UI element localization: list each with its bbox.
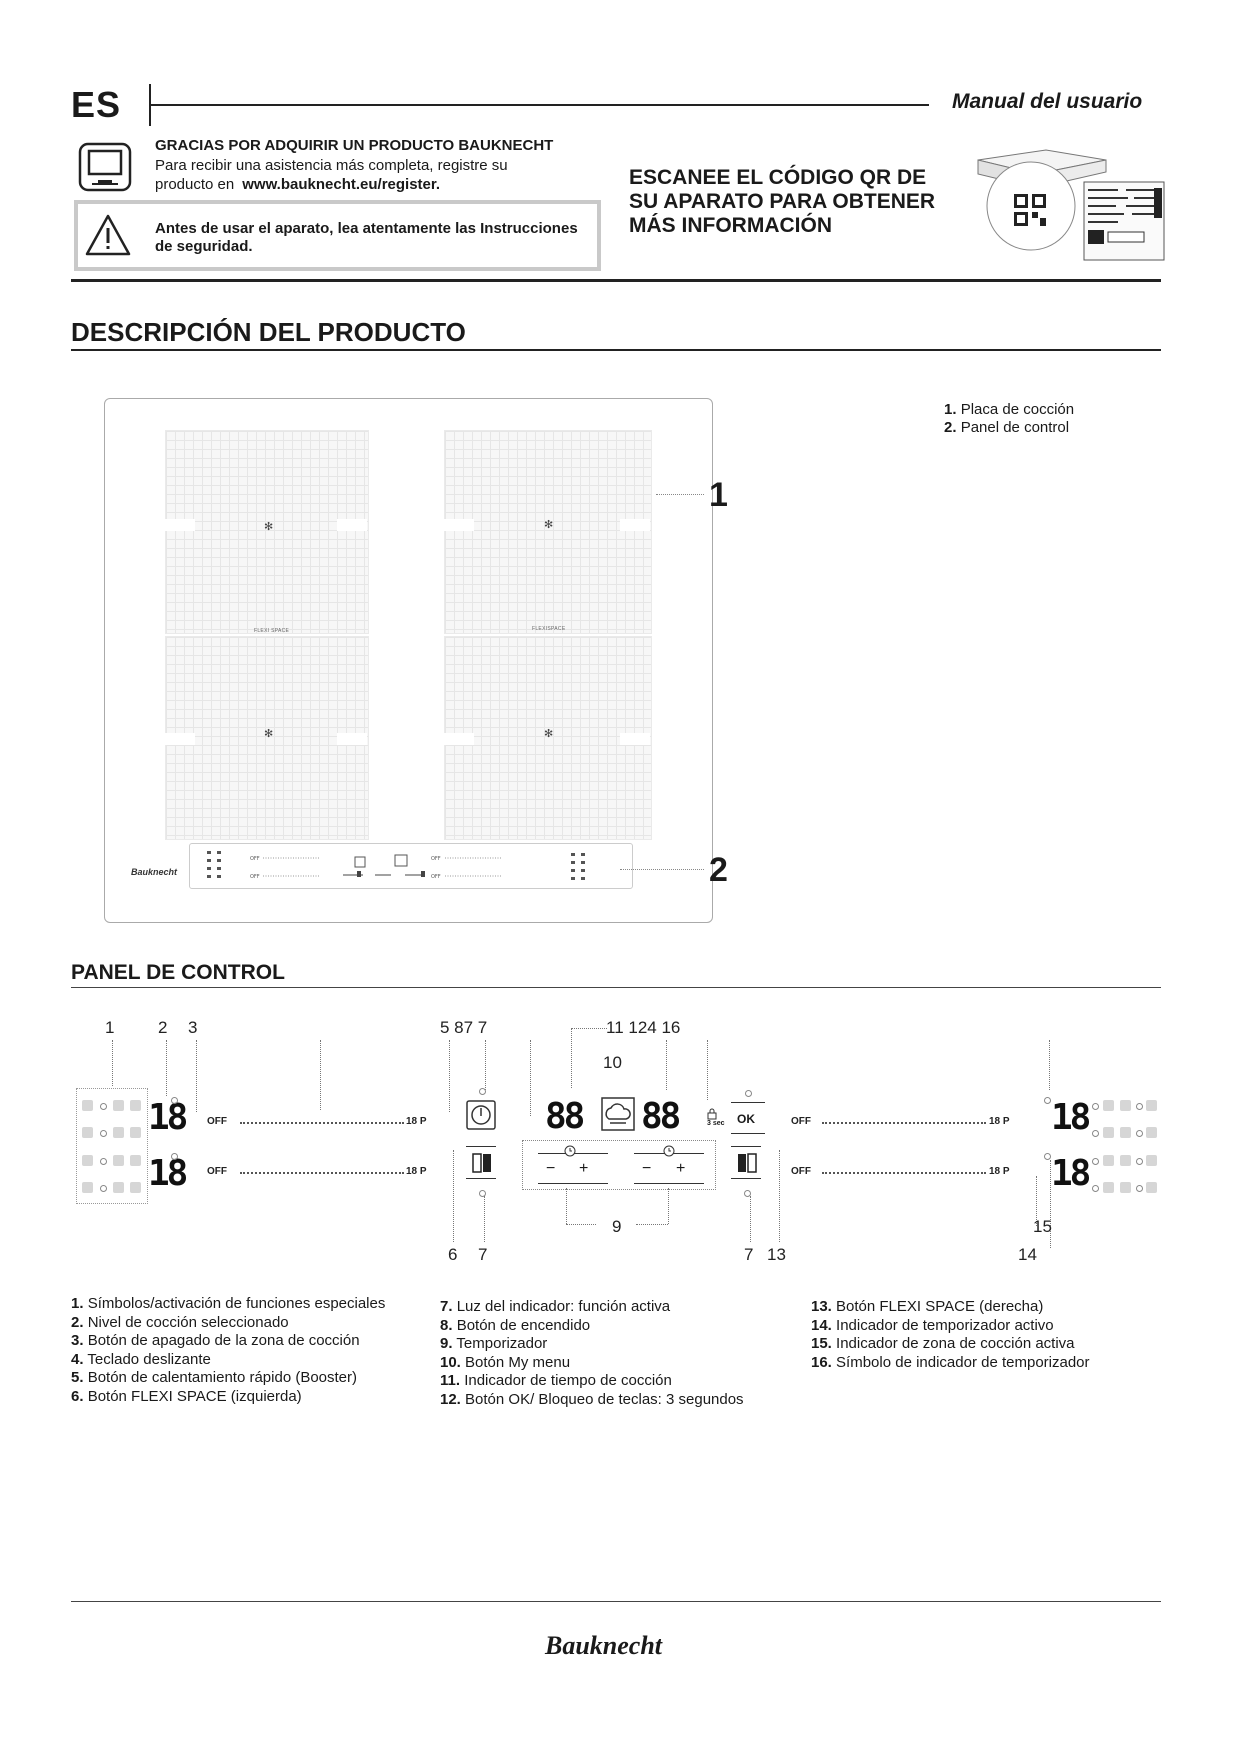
legend-item: 4. Teclado deslizante <box>71 1350 211 1368</box>
svg-text:OFF: OFF <box>431 856 441 862</box>
cooking-level-display-left-bottom: 18 <box>148 1153 186 1194</box>
svg-text:OFF: OFF <box>250 874 260 880</box>
leader-line <box>571 1028 572 1088</box>
function-symbol[interactable] <box>130 1155 141 1166</box>
leader-line <box>707 1040 708 1100</box>
legend-item: 5. Botón de calentamiento rápido (Booster) <box>71 1369 358 1386</box>
flexi-separator <box>731 1146 761 1147</box>
register-link[interactable]: www.bauknecht.eu/register. <box>242 176 441 193</box>
ok-separator <box>731 1133 765 1134</box>
function-symbol[interactable] <box>82 1127 93 1138</box>
max-level-label: 18 P <box>406 1116 427 1127</box>
callout-leader-2 <box>620 869 704 870</box>
ok-button[interactable]: OK <box>737 1112 755 1126</box>
timer-active-indicator <box>171 1097 178 1104</box>
section-title-product: DESCRIPCIÓN DEL PRODUCTO <box>71 317 466 347</box>
monitor-icon <box>78 142 132 192</box>
off-button-right-top[interactable]: OFF <box>791 1116 811 1127</box>
timer-plus-right[interactable]: + <box>676 1160 686 1177</box>
cp-label-10: 10 <box>603 1053 622 1072</box>
legend-item: 10. Botón My menu <box>440 1353 571 1371</box>
zone-notch <box>444 519 474 531</box>
legend-column-3 <box>811 1298 1090 1372</box>
legend-item: 11. Indicador de tiempo de cocción <box>440 1372 672 1389</box>
leader-line <box>571 1028 607 1029</box>
thanks-text-prefix: producto en <box>155 176 235 193</box>
leader-line <box>453 1150 454 1242</box>
legend-item: 16. Símbolo de indicador de temporizador <box>811 1353 1090 1371</box>
thanks-title: GRACIAS POR ADQUIRIR UN PRODUCTO BAUKNECHT <box>155 137 554 154</box>
product-legend-item: 1. Placa de cocción <box>944 401 1075 418</box>
cp-label-6: 6 <box>448 1245 458 1264</box>
function-symbol[interactable] <box>113 1182 124 1193</box>
flexi-separator <box>731 1178 761 1179</box>
cooking-level-display-right-bottom: 18 <box>1051 1153 1089 1194</box>
footer-brand-logo: Bauknecht <box>545 1631 663 1660</box>
cp-label-1: 1 <box>105 1018 115 1037</box>
max-level-label: 18 P <box>989 1166 1010 1177</box>
flexi-space-label-left: FLEXI SPACE <box>254 628 290 634</box>
product-legend-item: 2. Panel de control <box>944 419 1070 436</box>
leader-line <box>112 1040 113 1086</box>
timer-line <box>538 1183 608 1184</box>
indicator-light <box>1092 1103 1099 1110</box>
timer-line <box>634 1183 704 1184</box>
language-code: ES <box>71 84 122 125</box>
zone-center-icon: ✻ <box>544 519 554 531</box>
section-title-control: PANEL DE CONTROL <box>71 961 285 984</box>
legend-column-2 <box>440 1298 744 1409</box>
warning-icon <box>84 213 132 257</box>
function-symbol[interactable] <box>1120 1155 1131 1166</box>
leader-line <box>750 1196 751 1242</box>
leader-line <box>530 1040 531 1116</box>
zone-notch <box>165 519 195 531</box>
function-symbol[interactable] <box>82 1100 93 1111</box>
indicator-light <box>1136 1185 1143 1192</box>
off-button-left-bottom[interactable]: OFF <box>207 1166 227 1177</box>
function-symbol[interactable] <box>1146 1100 1157 1111</box>
product-legend <box>944 401 1074 437</box>
timer-icon <box>663 1145 675 1157</box>
function-symbol[interactable] <box>82 1155 93 1166</box>
callout-leader-1 <box>656 494 704 495</box>
thanks-text-line2 <box>155 176 440 193</box>
leader-line <box>636 1224 668 1225</box>
slider-left-top[interactable] <box>240 1122 404 1124</box>
timer-icon <box>564 1145 576 1157</box>
leader-line <box>196 1040 197 1112</box>
function-symbol[interactable] <box>1120 1100 1131 1111</box>
indicator-light <box>1092 1130 1099 1137</box>
indicator-light <box>1136 1130 1143 1137</box>
cp-label-7-left: 7 <box>478 1245 488 1264</box>
document-title: Manual del usuario <box>952 90 1143 113</box>
timer-plus-left[interactable]: + <box>579 1160 589 1177</box>
ok-separator <box>731 1102 765 1103</box>
legend-item: 9. Temporizador <box>440 1335 548 1352</box>
leader-line <box>166 1040 167 1096</box>
leader-line <box>320 1040 321 1110</box>
header-bottom-rule <box>71 279 1161 282</box>
thanks-text-line1: Para recibir una asistencia más completa, registre su <box>155 157 508 174</box>
function-symbol[interactable] <box>1146 1155 1157 1166</box>
cp-label-13: 13 <box>767 1245 786 1264</box>
timer-minus-left[interactable]: − <box>546 1160 556 1177</box>
off-button-right-bottom[interactable]: OFF <box>791 1166 811 1177</box>
legend-item: 13. Botón FLEXI SPACE (derecha) <box>811 1298 1044 1315</box>
cooking-time-display-right: 88 <box>641 1096 679 1137</box>
leader-line <box>566 1188 567 1224</box>
indicator-light <box>1092 1185 1099 1192</box>
cp-label-14: 14 <box>1018 1245 1037 1264</box>
leader-line <box>449 1040 450 1112</box>
indicator-light <box>1136 1158 1143 1165</box>
power-button[interactable] <box>466 1100 496 1130</box>
function-symbol[interactable] <box>113 1127 124 1138</box>
legend-item: 8. Botón de encendido <box>440 1316 591 1334</box>
section-rule <box>71 987 1161 988</box>
cp-label-11-12-4-16: 11 124 16 <box>606 1018 681 1037</box>
zone-center-icon: ✻ <box>544 728 554 740</box>
zone-notch <box>337 519 367 531</box>
flexi-space-label-right: FLEXISPACE <box>532 626 566 632</box>
legend-item: 14. Indicador de temporizador activo <box>811 1316 1054 1334</box>
indicator-light <box>100 1185 107 1192</box>
max-level-label: 18 P <box>989 1116 1010 1127</box>
indicator-light <box>1136 1103 1143 1110</box>
cooking-zone-right-top <box>444 430 652 634</box>
function-symbol[interactable] <box>1103 1155 1114 1166</box>
indicator-light <box>100 1103 107 1110</box>
cp-label-9: 9 <box>612 1217 622 1236</box>
function-symbol[interactable] <box>113 1155 124 1166</box>
max-level-label: 18 P <box>406 1166 427 1177</box>
cooking-time-display-left: 88 <box>545 1096 583 1137</box>
lock-duration-label: 3 sec <box>707 1120 725 1127</box>
legend-item: 6. Botón FLEXI SPACE (izquierda) <box>71 1387 302 1405</box>
legend-item: 1. Símbolos/activación de funciones especiales <box>71 1295 386 1312</box>
function-symbol[interactable] <box>1103 1127 1114 1138</box>
zone-notch <box>620 519 650 531</box>
leader-line <box>668 1188 669 1224</box>
legend-item: 12. Botón OK/ Bloqueo de teclas: 3 segundos <box>440 1390 744 1408</box>
function-symbol[interactable] <box>113 1100 124 1111</box>
function-symbol[interactable] <box>1120 1127 1131 1138</box>
indicator-light <box>745 1090 752 1097</box>
timer-active-indicator <box>1044 1097 1051 1104</box>
legend-column-1 <box>71 1295 385 1406</box>
slider-left-bottom[interactable] <box>240 1172 404 1174</box>
lock-icon <box>706 1108 718 1120</box>
legend-item: 3. Botón de apagado de la zona de cocción <box>71 1332 360 1349</box>
slider-right-top[interactable] <box>822 1122 986 1124</box>
zone-notch <box>444 733 474 745</box>
function-symbol[interactable] <box>1146 1182 1157 1193</box>
timer-active-indicator <box>171 1153 178 1160</box>
cp-label-5-8-7-7: 5 87 7 <box>440 1018 488 1037</box>
cooking-level-display-right-top: 18 <box>1051 1097 1089 1138</box>
flexi-space-left-button[interactable] <box>471 1152 493 1174</box>
slider-right-bottom[interactable] <box>822 1172 986 1174</box>
my-menu-button[interactable] <box>601 1097 635 1131</box>
svg-text:OFF: OFF <box>250 856 260 862</box>
safety-warning-text: Antes de usar el aparato, lea atentamente las Instrucciones de seguridad. <box>155 220 578 255</box>
zone-notch <box>337 733 367 745</box>
legend-item: 15. Indicador de zona de cocción activa <box>811 1335 1075 1352</box>
leader-line <box>566 1224 596 1225</box>
timer-minus-right[interactable]: − <box>642 1160 652 1177</box>
cp-label-3: 3 <box>188 1018 198 1037</box>
qr-instructions: ESCANEE EL CÓDIGO QR DE SU APARATO PARA OBTENER MÁS INFORMACIÓN <box>629 166 936 237</box>
leader-line <box>485 1040 486 1090</box>
flexi-space-right-button[interactable] <box>736 1152 758 1174</box>
leader-line <box>779 1150 780 1242</box>
zone-notch <box>620 733 650 745</box>
timer-active-indicator <box>1044 1153 1051 1160</box>
function-symbol[interactable] <box>1146 1127 1157 1138</box>
indicator-light <box>479 1088 486 1095</box>
function-symbol[interactable] <box>1103 1100 1114 1111</box>
off-button-left-top[interactable]: OFF <box>207 1116 227 1127</box>
function-symbol[interactable] <box>82 1182 93 1193</box>
indicator-light <box>1092 1158 1099 1165</box>
leader-line <box>666 1040 667 1090</box>
flexi-separator <box>466 1146 496 1147</box>
indicator-light <box>100 1158 107 1165</box>
function-symbol[interactable] <box>1103 1182 1114 1193</box>
legend-item: 7. Luz del indicador: función activa <box>440 1298 671 1315</box>
function-symbol[interactable] <box>130 1182 141 1193</box>
zone-notch <box>165 733 195 745</box>
callout-1: 1 <box>709 476 728 514</box>
cooking-level-display-left-top: 18 <box>148 1097 186 1138</box>
function-symbol[interactable] <box>1120 1182 1131 1193</box>
header-rule <box>149 104 929 106</box>
cp-label-7-right: 7 <box>744 1245 754 1264</box>
leader-line <box>1049 1040 1050 1090</box>
callout-2: 2 <box>709 851 728 889</box>
flexi-separator <box>466 1178 496 1179</box>
function-symbol[interactable] <box>130 1127 141 1138</box>
function-symbol[interactable] <box>130 1100 141 1111</box>
hob-brand-logo: Bauknecht <box>131 867 178 877</box>
leader-line <box>484 1196 485 1242</box>
zone-center-icon: ✻ <box>264 521 274 533</box>
indicator-light <box>100 1130 107 1137</box>
cp-label-2: 2 <box>158 1018 168 1037</box>
qr-label-illustration <box>976 148 1166 262</box>
zone-center-icon: ✻ <box>264 728 274 740</box>
section-rule <box>71 349 1161 351</box>
hob-panel-controls <box>195 847 627 885</box>
legend-item: 2. Nivel de cocción seleccionado <box>71 1313 289 1331</box>
footer-rule <box>71 1601 1161 1602</box>
svg-text:OFF: OFF <box>431 874 441 880</box>
cp-label-15: 15 <box>1033 1217 1052 1236</box>
